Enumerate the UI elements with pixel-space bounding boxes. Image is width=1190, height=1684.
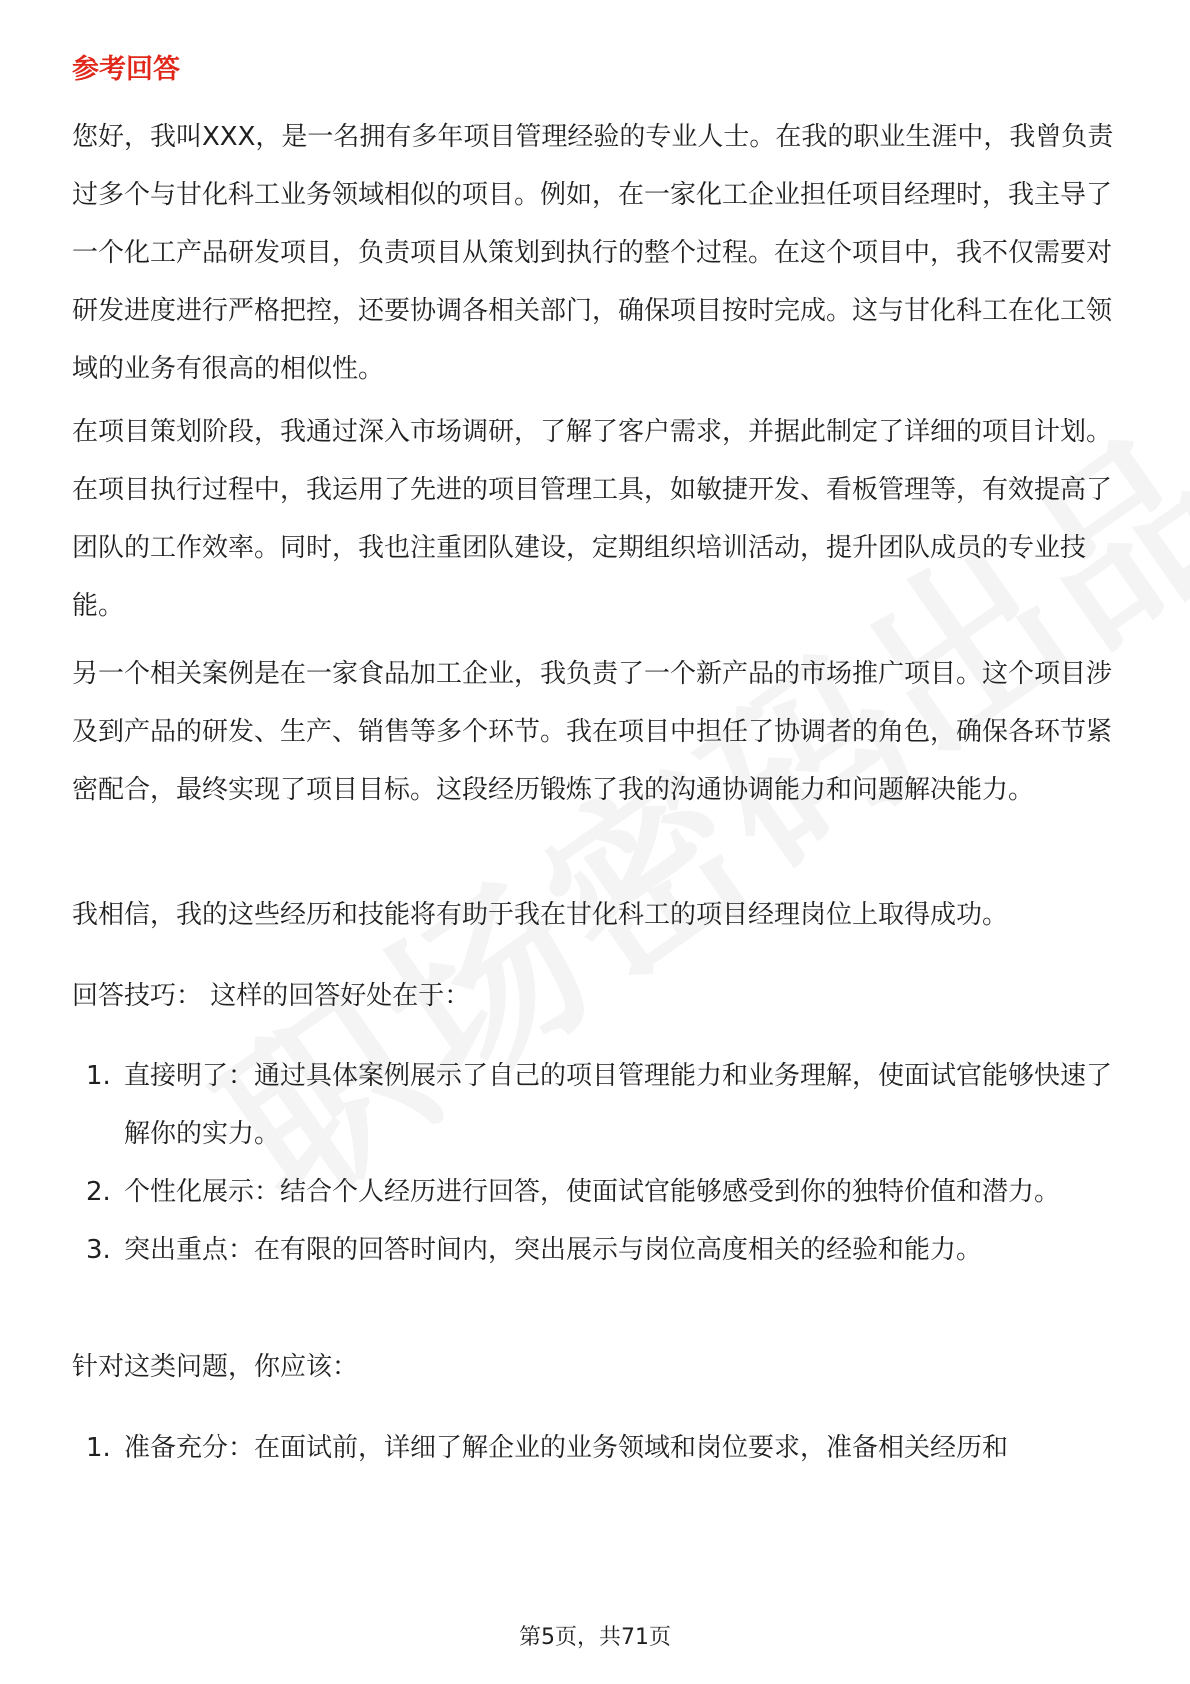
advice-intro: 针对这类问题，你应该： <box>72 1352 359 1382</box>
tips-intro: 回答技巧： 这样的回答好处在于： <box>72 981 471 1011</box>
list-item <box>72 1419 1118 1477</box>
list-text: 准备充分：在面试前，详细了解企业的业务领域和岗位要求，准备相关经历和 <box>124 1433 1009 1463</box>
list-item <box>72 1163 1118 1221</box>
paragraph-planning: 在项目策划阶段，我通过深入市场调研，了解了客户需求，并据此制定了详细的项目计划。在项目执行过程中，我运用了先进的项目管理工具，如敏捷开发、看板管理等，有效提高了团队的工作效率。同时，我也注重团队建设，定期组织培训活动，提升团队成员的专业技能。 <box>72 417 1113 621</box>
tips-list <box>72 1047 1118 1279</box>
paragraph-intro: 您好，我叫XXX，是一名拥有多年项目管理经验的专业人士。在我的职业生涯中，我曾负责过多个与甘化科工业务领域相似的项目。例如，在一家化工企业担任项目经理时，我主导了一个化工产品研发项目，负责项目从策划到执行的整个过程。在这个项目中，我不仅需要对研发进度进行严格把控，还要协调各相关部门，确保项目按时完成。这与甘化科工在化工领域的业务有很高的相似性。 <box>72 122 1114 384</box>
paragraph-conclusion: 我相信，我的这些经历和技能将有助于我在甘化科工的项目经理岗位上取得成功。 <box>72 900 1009 930</box>
list-number: 3. <box>86 1235 111 1265</box>
list-text: 个性化展示：结合个人经历进行回答，使面试官能够感受到你的独特价值和潜力。 <box>124 1177 1061 1207</box>
list-item <box>72 1221 1118 1279</box>
list-number: 1. <box>86 1061 111 1091</box>
list-item <box>72 1047 1118 1163</box>
list-text: 直接明了：通过具体案例展示了自己的项目管理能力和业务理解，使面试官能够快速了解你的实力。 <box>124 1061 1113 1149</box>
paragraph-case: 另一个相关案例是在一家食品加工企业，我负责了一个新产品的市场推广项目。这个项目涉及到产品的研发、生产、销售等多个环节。我在项目中担任了协调者的角色，确保各环节紧密配合，最终实现了项目目标。这段经历锻炼了我的沟通协调能力和问题解决能力。 <box>72 659 1113 805</box>
list-number: 2. <box>86 1177 111 1207</box>
page-number: 第5页，共71页 <box>519 1625 671 1650</box>
advice-list <box>72 1419 1118 1477</box>
list-number: 1. <box>86 1433 111 1463</box>
section-heading: 参考回答 <box>72 54 180 85</box>
list-text: 突出重点：在有限的回答时间内，突出展示与岗位高度相关的经验和能力。 <box>124 1235 983 1265</box>
